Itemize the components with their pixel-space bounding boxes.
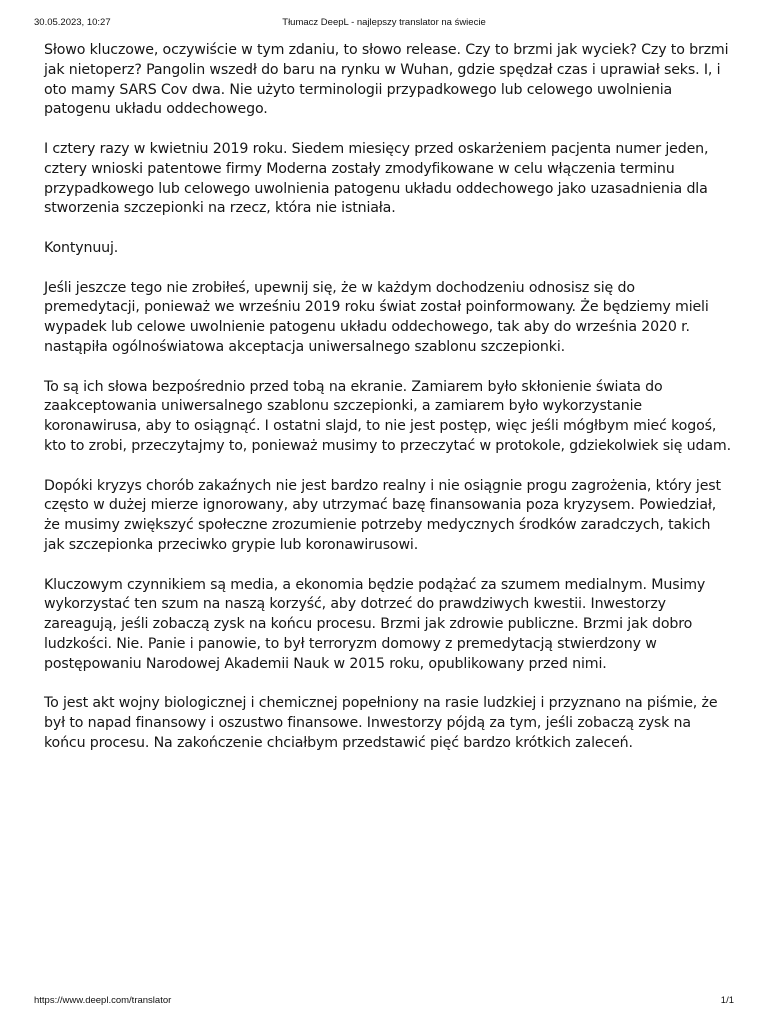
print-datetime: 30.05.2023, 10:27 bbox=[34, 17, 111, 28]
paragraph: To jest akt wojny biologicznej i chemicznej popełniony na rasie ludzkiej i przyznano na piśmie, że był to napad finansowy i oszustwo finansowe. Inwestorzy pójdą za tym, jeśli zobaczą zysk na końcu procesu. Na zakończenie chciałbym przedstawić pięć bardzo krótkich zaleceń. bbox=[44, 695, 718, 751]
document-body bbox=[44, 41, 734, 773]
paragraph: Kluczowym czynnikiem są media, a ekonomia będzie podążać za szumem medialnym. Musimy wykorzystać ten szum na naszą korzyść, aby dotrzeć do prawdziwych kwestii. Inwestorzy zareagują, jeśli zobaczą zysk na końcu procesu. Brzmi jak zdrowie publiczne. Brzmi jak dobro ludzkości. Nie. Panie i panowie, to był terroryzm domowy z premedytacją stwierdzony w postępowaniu Narodowej Akademii Nauk w 2015 roku, opublikowany przed nimi. bbox=[44, 576, 706, 672]
paragraph: Dopóki kryzys chorób zakaźnych nie jest bardzo realny i nie osiągnie progu zagrożenia, który jest często w dużej mierze ignorowany, aby utrzymać bazę finansowania poza kryzysem. Powiedział, że musimy zwiększyć społeczne zrozumienie potrzeby medycznych środków zaradczych, takich jak szczepionka przeciwko grypie lub koronawirusowi. bbox=[44, 477, 721, 553]
print-footer bbox=[34, 994, 734, 1008]
paragraph: To są ich słowa bezpośrednio przed tobą na ekranie. Zamiarem było skłonienie świata do zaakceptowania uniwersalnego szablonu szczepionki, a zamiarem było wykorzystanie koronawirusa, aby to osiągnąć. I ostatni slajd, to nie jest postęp, więc jeśli mógłbym mieć kogoś, kto to zrobi, przeczytajmy to, ponieważ musimy to przeczytać w protokole, gdziekolwiek się udam. bbox=[44, 378, 731, 454]
paragraph: Słowo kluczowe, oczywiście w tym zdaniu, to słowo release. Czy to brzmi jak wyciek? Czy to brzmi jak nietoperz? Pangolin wszedł do baru na rynku w Wuhan, gdzie spędzał czas i uprawiał seks. I, i oto mamy SARS Cov dwa. Nie użyto terminologii przypadkowego lub celowego uwolnienia patogenu układu oddechowego. bbox=[44, 42, 729, 118]
print-url: https://www.deepl.com/translator bbox=[34, 995, 172, 1006]
print-header bbox=[34, 16, 734, 30]
paragraph: Kontynuuj. bbox=[44, 239, 119, 256]
print-page-number: 1/1 bbox=[720, 995, 734, 1006]
paragraph: Jeśli jeszcze tego nie zrobiłeś, upewnij się, że w każdym dochodzeniu odnosisz się do premedytacji, ponieważ we wrześniu 2019 roku świat został poinformowany. Że będziemy mieli wypadek lub celowe uwolnienie patogenu układu oddechowego, tak aby do września 2020 r. nastąpiła ogólnoświatowa akceptacja uniwersalnego szablonu szczepionki. bbox=[44, 279, 709, 355]
paragraph: I cztery razy w kwietniu 2019 roku. Siedem miesięcy przed oskarżeniem pacjenta numer jeden, cztery wnioski patentowe firmy Moderna zostały zmodyfikowane w celu włączenia terminu przypadkowego lub celowego uwolnienia patogenu układu oddechowego jako uzasadnienia dla stworzenia szczepionki na rzecz, która nie istniała. bbox=[44, 140, 709, 217]
print-page-title: Tłumacz DeepL - najlepszy translator na świecie bbox=[282, 17, 486, 28]
